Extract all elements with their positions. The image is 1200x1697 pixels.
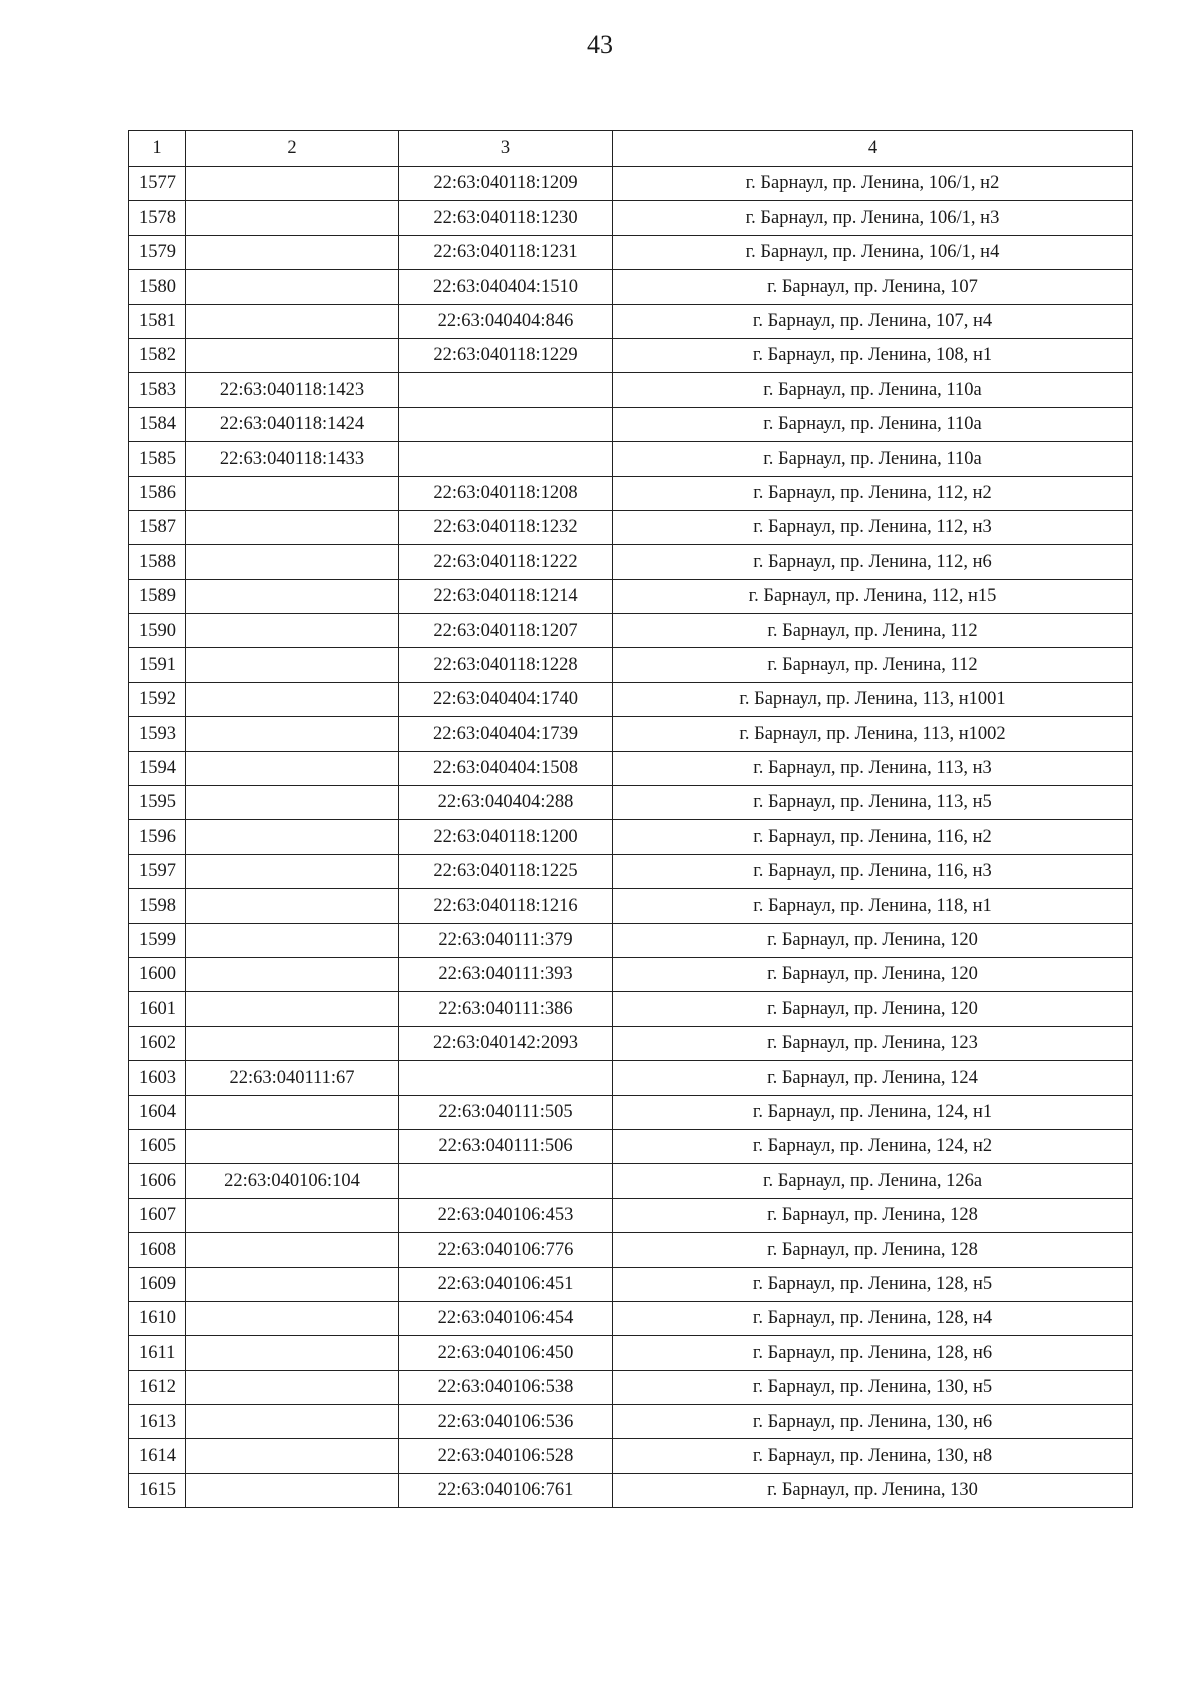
building-cadastral-cell: 22:63:040106:538 [399, 1370, 613, 1404]
building-cadastral-cell: 22:63:040106:454 [399, 1301, 613, 1335]
row-number-cell: 1596 [129, 820, 186, 854]
table-row [129, 407, 1133, 441]
land-cadastral-cell: 22:63:040118:1423 [186, 373, 399, 407]
land-cadastral-cell [186, 1129, 399, 1163]
land-cadastral-cell [186, 957, 399, 991]
land-cadastral-cell: 22:63:040118:1433 [186, 442, 399, 476]
land-cadastral-cell [186, 1095, 399, 1129]
land-cadastral-cell [186, 614, 399, 648]
table-row [129, 614, 1133, 648]
building-cadastral-cell: 22:63:040106:450 [399, 1336, 613, 1370]
row-number-cell: 1578 [129, 201, 186, 235]
row-number-cell: 1603 [129, 1061, 186, 1095]
land-cadastral-cell [186, 786, 399, 820]
table-row [129, 1233, 1133, 1267]
row-number-cell: 1589 [129, 579, 186, 613]
land-cadastral-cell [186, 270, 399, 304]
address-cell: г. Барнаул, пр. Ленина, 107, н4 [613, 304, 1133, 338]
address-cell: г. Барнаул, пр. Ленина, 130, н5 [613, 1370, 1133, 1404]
land-cadastral-cell [186, 889, 399, 923]
table-row [129, 1164, 1133, 1198]
land-cadastral-cell [186, 338, 399, 372]
land-cadastral-cell [186, 1473, 399, 1507]
building-cadastral-cell: 22:63:040118:1208 [399, 476, 613, 510]
land-cadastral-cell [186, 510, 399, 544]
table-row [129, 304, 1133, 338]
building-cadastral-cell: 22:63:040111:379 [399, 923, 613, 957]
building-cadastral-cell: 22:63:040404:846 [399, 304, 613, 338]
row-number-cell: 1611 [129, 1336, 186, 1370]
table-row [129, 682, 1133, 716]
address-cell: г. Барнаул, пр. Ленина, 110а [613, 407, 1133, 441]
building-cadastral-cell: 22:63:040111:386 [399, 992, 613, 1026]
building-cadastral-cell: 22:63:040118:1228 [399, 648, 613, 682]
table-row [129, 957, 1133, 991]
column-header-2: 2 [186, 131, 399, 167]
table-row [129, 167, 1133, 201]
address-cell: г. Барнаул, пр. Ленина, 120 [613, 992, 1133, 1026]
land-cadastral-cell [186, 1336, 399, 1370]
table-row [129, 270, 1133, 304]
table-row [129, 442, 1133, 476]
address-cell: г. Барнаул, пр. Ленина, 112, н15 [613, 579, 1133, 613]
land-cadastral-cell [186, 235, 399, 269]
row-number-cell: 1593 [129, 717, 186, 751]
address-cell: г. Барнаул, пр. Ленина, 118, н1 [613, 889, 1133, 923]
row-number-cell: 1580 [129, 270, 186, 304]
registry-table [128, 130, 1133, 1508]
address-cell: г. Барнаул, пр. Ленина, 110а [613, 442, 1133, 476]
land-cadastral-cell: 22:63:040118:1424 [186, 407, 399, 441]
table-row [129, 1336, 1133, 1370]
row-number-cell: 1602 [129, 1026, 186, 1060]
row-number-cell: 1615 [129, 1473, 186, 1507]
land-cadastral-cell [186, 1439, 399, 1473]
land-cadastral-cell [186, 717, 399, 751]
building-cadastral-cell: 22:63:040404:1510 [399, 270, 613, 304]
row-number-cell: 1614 [129, 1439, 186, 1473]
table-row [129, 510, 1133, 544]
row-number-cell: 1604 [129, 1095, 186, 1129]
address-cell: г. Барнаул, пр. Ленина, 124, н1 [613, 1095, 1133, 1129]
table-row [129, 579, 1133, 613]
land-cadastral-cell [186, 1267, 399, 1301]
table-row [129, 1439, 1133, 1473]
row-number-cell: 1583 [129, 373, 186, 407]
table-row [129, 1370, 1133, 1404]
land-cadastral-cell [186, 1233, 399, 1267]
building-cadastral-cell: 22:63:040106:453 [399, 1198, 613, 1232]
row-number-cell: 1579 [129, 235, 186, 269]
row-number-cell: 1600 [129, 957, 186, 991]
building-cadastral-cell: 22:63:040111:393 [399, 957, 613, 991]
row-number-cell: 1584 [129, 407, 186, 441]
address-cell: г. Барнаул, пр. Ленина, 124 [613, 1061, 1133, 1095]
land-cadastral-cell [186, 201, 399, 235]
row-number-cell: 1606 [129, 1164, 186, 1198]
land-cadastral-cell [186, 1198, 399, 1232]
address-cell: г. Барнаул, пр. Ленина, 110а [613, 373, 1133, 407]
land-cadastral-cell [186, 923, 399, 957]
land-cadastral-cell [186, 820, 399, 854]
row-number-cell: 1605 [129, 1129, 186, 1163]
address-cell: г. Барнаул, пр. Ленина, 112, н2 [613, 476, 1133, 510]
address-cell: г. Барнаул, пр. Ленина, 120 [613, 923, 1133, 957]
building-cadastral-cell: 22:63:040404:1740 [399, 682, 613, 716]
page-number: 43 [587, 30, 613, 59]
row-number-cell: 1591 [129, 648, 186, 682]
building-cadastral-cell [399, 1061, 613, 1095]
address-cell: г. Барнаул, пр. Ленина, 116, н3 [613, 854, 1133, 888]
table-row [129, 1095, 1133, 1129]
address-cell: г. Барнаул, пр. Ленина, 108, н1 [613, 338, 1133, 372]
land-cadastral-cell [186, 304, 399, 338]
land-cadastral-cell: 22:63:040111:67 [186, 1061, 399, 1095]
address-cell: г. Барнаул, пр. Ленина, 112 [613, 614, 1133, 648]
column-header-3: 3 [399, 131, 613, 167]
building-cadastral-cell: 22:63:040106:761 [399, 1473, 613, 1507]
land-cadastral-cell [186, 579, 399, 613]
row-number-cell: 1594 [129, 751, 186, 785]
building-cadastral-cell: 22:63:040404:288 [399, 786, 613, 820]
building-cadastral-cell: 22:63:040106:451 [399, 1267, 613, 1301]
land-cadastral-cell [186, 545, 399, 579]
table-row [129, 1026, 1133, 1060]
row-number-cell: 1586 [129, 476, 186, 510]
building-cadastral-cell: 22:63:040111:506 [399, 1129, 613, 1163]
land-cadastral-cell [186, 1026, 399, 1060]
building-cadastral-cell: 22:63:040404:1508 [399, 751, 613, 785]
row-number-cell: 1599 [129, 923, 186, 957]
building-cadastral-cell: 22:63:040118:1209 [399, 167, 613, 201]
address-cell: г. Барнаул, пр. Ленина, 128 [613, 1198, 1133, 1232]
address-cell: г. Барнаул, пр. Ленина, 113, н5 [613, 786, 1133, 820]
header-row [129, 131, 1133, 167]
table-row [129, 545, 1133, 579]
building-cadastral-cell: 22:63:040106:536 [399, 1405, 613, 1439]
building-cadastral-cell: 22:63:040118:1225 [399, 854, 613, 888]
address-cell: г. Барнаул, пр. Ленина, 123 [613, 1026, 1133, 1060]
address-cell: г. Барнаул, пр. Ленина, 124, н2 [613, 1129, 1133, 1163]
building-cadastral-cell: 22:63:040118:1229 [399, 338, 613, 372]
table-row [129, 717, 1133, 751]
row-number-cell: 1577 [129, 167, 186, 201]
building-cadastral-cell: 22:63:040118:1214 [399, 579, 613, 613]
address-cell: г. Барнаул, пр. Ленина, 128, н5 [613, 1267, 1133, 1301]
address-cell: г. Барнаул, пр. Ленина, 128 [613, 1233, 1133, 1267]
row-number-cell: 1601 [129, 992, 186, 1026]
address-cell: г. Барнаул, пр. Ленина, 126а [613, 1164, 1133, 1198]
address-cell: г. Барнаул, пр. Ленина, 116, н2 [613, 820, 1133, 854]
address-cell: г. Барнаул, пр. Ленина, 106/1, н2 [613, 167, 1133, 201]
building-cadastral-cell [399, 407, 613, 441]
row-number-cell: 1598 [129, 889, 186, 923]
building-cadastral-cell: 22:63:040111:505 [399, 1095, 613, 1129]
address-cell: г. Барнаул, пр. Ленина, 106/1, н3 [613, 201, 1133, 235]
row-number-cell: 1588 [129, 545, 186, 579]
building-cadastral-cell: 22:63:040118:1207 [399, 614, 613, 648]
table-row [129, 751, 1133, 785]
table-row [129, 476, 1133, 510]
row-number-cell: 1581 [129, 304, 186, 338]
building-cadastral-cell: 22:63:040118:1231 [399, 235, 613, 269]
row-number-cell: 1587 [129, 510, 186, 544]
land-cadastral-cell [186, 992, 399, 1026]
land-cadastral-cell [186, 682, 399, 716]
table-row [129, 820, 1133, 854]
building-cadastral-cell: 22:63:040118:1200 [399, 820, 613, 854]
table-row [129, 1198, 1133, 1232]
land-cadastral-cell [186, 648, 399, 682]
address-cell: г. Барнаул, пр. Ленина, 130, н8 [613, 1439, 1133, 1473]
table-row [129, 201, 1133, 235]
table-row [129, 648, 1133, 682]
table-row [129, 1301, 1133, 1335]
address-cell: г. Барнаул, пр. Ленина, 130 [613, 1473, 1133, 1507]
address-cell: г. Барнаул, пр. Ленина, 120 [613, 957, 1133, 991]
row-number-cell: 1590 [129, 614, 186, 648]
table-header [129, 131, 1133, 167]
table-row [129, 992, 1133, 1026]
land-cadastral-cell [186, 1301, 399, 1335]
table-row [129, 338, 1133, 372]
table-row [129, 854, 1133, 888]
table-row [129, 923, 1133, 957]
address-cell: г. Барнаул, пр. Ленина, 112, н3 [613, 510, 1133, 544]
building-cadastral-cell [399, 373, 613, 407]
land-cadastral-cell [186, 1370, 399, 1404]
row-number-cell: 1592 [129, 682, 186, 716]
land-cadastral-cell [186, 751, 399, 785]
row-number-cell: 1597 [129, 854, 186, 888]
table-row [129, 1129, 1133, 1163]
row-number-cell: 1609 [129, 1267, 186, 1301]
land-cadastral-cell [186, 1405, 399, 1439]
building-cadastral-cell [399, 442, 613, 476]
table-row [129, 1473, 1133, 1507]
address-cell: г. Барнаул, пр. Ленина, 113, н1001 [613, 682, 1133, 716]
row-number-cell: 1613 [129, 1405, 186, 1439]
address-cell: г. Барнаул, пр. Ленина, 112, н6 [613, 545, 1133, 579]
table-body [129, 167, 1133, 1508]
table-row [129, 1061, 1133, 1095]
address-cell: г. Барнаул, пр. Ленина, 128, н6 [613, 1336, 1133, 1370]
building-cadastral-cell: 22:63:040118:1216 [399, 889, 613, 923]
building-cadastral-cell: 22:63:040118:1230 [399, 201, 613, 235]
land-cadastral-cell: 22:63:040106:104 [186, 1164, 399, 1198]
address-cell: г. Барнаул, пр. Ленина, 130, н6 [613, 1405, 1133, 1439]
row-number-cell: 1607 [129, 1198, 186, 1232]
building-cadastral-cell: 22:63:040106:776 [399, 1233, 613, 1267]
row-number-cell: 1612 [129, 1370, 186, 1404]
land-cadastral-cell [186, 167, 399, 201]
address-cell: г. Барнаул, пр. Ленина, 113, н3 [613, 751, 1133, 785]
row-number-cell: 1595 [129, 786, 186, 820]
building-cadastral-cell: 22:63:040118:1222 [399, 545, 613, 579]
address-cell: г. Барнаул, пр. Ленина, 128, н4 [613, 1301, 1133, 1335]
building-cadastral-cell: 22:63:040106:528 [399, 1439, 613, 1473]
column-header-4: 4 [613, 131, 1133, 167]
land-cadastral-cell [186, 854, 399, 888]
building-cadastral-cell: 22:63:040404:1739 [399, 717, 613, 751]
table-row [129, 1267, 1133, 1301]
row-number-cell: 1608 [129, 1233, 186, 1267]
building-cadastral-cell: 22:63:040118:1232 [399, 510, 613, 544]
table-row [129, 889, 1133, 923]
row-number-cell: 1585 [129, 442, 186, 476]
building-cadastral-cell [399, 1164, 613, 1198]
row-number-cell: 1582 [129, 338, 186, 372]
address-cell: г. Барнаул, пр. Ленина, 107 [613, 270, 1133, 304]
address-cell: г. Барнаул, пр. Ленина, 112 [613, 648, 1133, 682]
building-cadastral-cell: 22:63:040142:2093 [399, 1026, 613, 1060]
table-row [129, 786, 1133, 820]
address-cell: г. Барнаул, пр. Ленина, 113, н1002 [613, 717, 1133, 751]
table-row [129, 373, 1133, 407]
table-row [129, 1405, 1133, 1439]
address-cell: г. Барнаул, пр. Ленина, 106/1, н4 [613, 235, 1133, 269]
land-cadastral-cell [186, 476, 399, 510]
row-number-cell: 1610 [129, 1301, 186, 1335]
table-row [129, 235, 1133, 269]
column-header-1: 1 [129, 131, 186, 167]
